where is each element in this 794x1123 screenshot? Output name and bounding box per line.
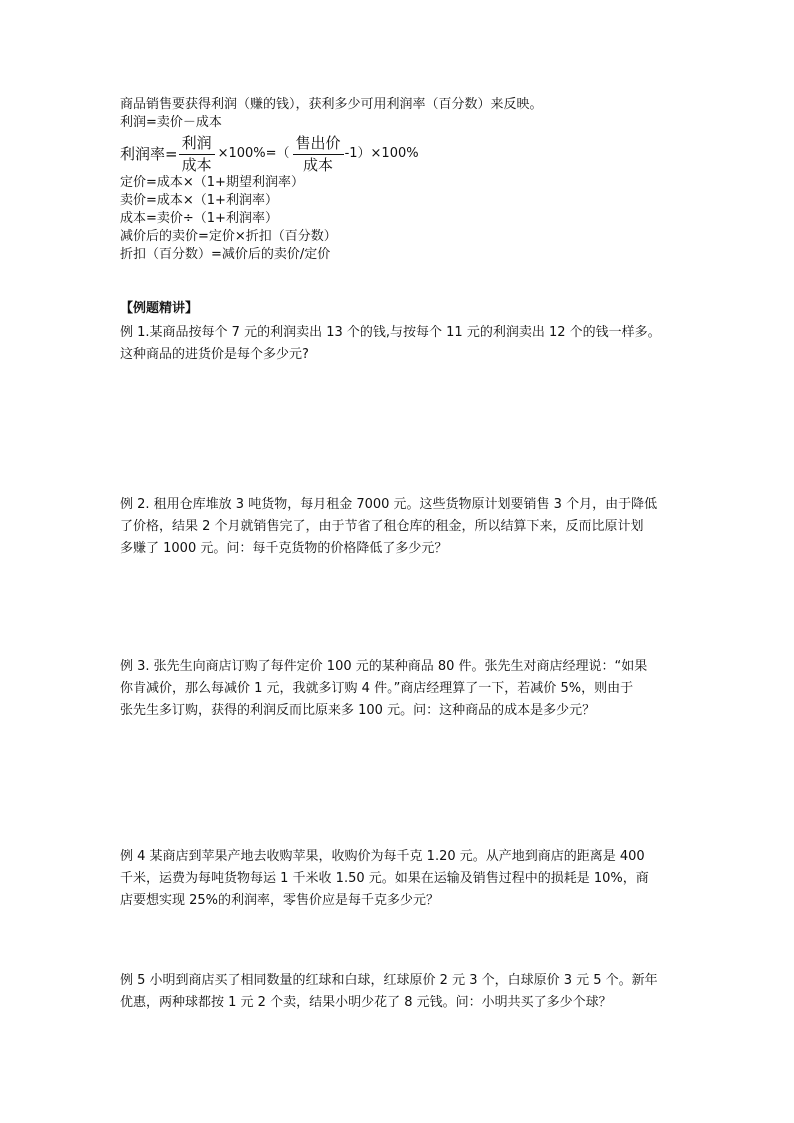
profit-rate-formula — [120, 134, 680, 174]
fraction-numerator: 利润 — [179, 135, 215, 155]
example-line: 优惠，两种球都按 1 元 2 个卖，结果小明少花了 8 元钱。问：小明共买了多少个球？ — [120, 995, 612, 1010]
example-line: 这种商品的进货价是每个多少元? — [120, 347, 309, 362]
example-line: 例 2. 租用仓库堆放 3 吨货物，每月租金 7000 元。这些货物原计划要销售 3 个月，由于降低 — [120, 497, 658, 512]
fraction-price-over-cost — [293, 135, 344, 174]
example-5 — [120, 970, 680, 1014]
example-line: 千米，运费为每吨货物每运 1 千米收 1.50 元。如果在运输及销售过程中的损耗是 10%，商 — [120, 871, 649, 886]
fraction-denominator: 成本 — [181, 155, 212, 174]
example-line: 张先生多订购，获得的利润反而比原来多 100 元。问：这种商品的成本是多少元？ — [120, 703, 596, 718]
rule-line: 成本=卖价÷（1+利润率） — [120, 211, 278, 226]
section-heading: 【例题精讲】 — [120, 301, 199, 316]
rule-line: 折扣（百分数）=减价后的卖价/定价 — [120, 247, 331, 262]
rule-line: 卖价=成本×（1+利润率） — [120, 193, 278, 208]
formula-lead: 利润率= — [120, 145, 178, 163]
example-line: 你肯减价，那么每减价 1 元，我就多订购 4 件。”商店经理算了一下，若减价 5%，则由于 — [120, 681, 634, 696]
example-line: 例 5 小明到商店买了相同数量的红球和白球，红球原价 2 元 3 个，白球原价 3 元 5 个。新年 — [120, 973, 658, 988]
formula-tail: -1）×100% — [344, 146, 419, 161]
rule-line: 减价后的卖价=定价×折扣（百分数） — [120, 229, 337, 244]
profit-formula: 利润=卖价－成本 — [120, 115, 222, 130]
example-line: 例 3. 张先生向商店订购了每件定价 100 元的某种商品 80 件。张先生对商店经理说：“如果 — [120, 659, 648, 674]
example-1 — [120, 322, 680, 366]
fraction-denominator: 成本 — [303, 155, 334, 174]
intro-line: 商品销售要获得利润（赚的钱），获利多少可用利润率（百分数）来反映。 — [120, 97, 543, 112]
example-line: 了价格，结果 2 个月就销售完了，由于节省了租仓库的租金，所以结算下来，反而比原计划 — [120, 519, 644, 534]
formula-middle: ×100%=（ — [217, 146, 290, 161]
fraction-numerator: 售出价 — [293, 135, 344, 155]
example-2 — [120, 494, 680, 560]
rule-line: 定价=成本×（1+期望利润率） — [120, 175, 304, 190]
fraction-profit-over-cost — [179, 135, 215, 174]
example-line: 例 4 某商店到苹果产地去收购苹果，收购价为每千克 1.20 元。从产地到商店的距离是 400 — [120, 849, 645, 864]
example-line: 多赚了 1000 元。问：每千克货物的价格降低了多少元？ — [120, 541, 448, 556]
example-line: 店要想实现 25%的利润率，零售价应是每千克多少元？ — [120, 893, 440, 908]
example-4 — [120, 846, 680, 912]
example-line: 例 1.某商品按每个 7 元的利润卖出 13 个的钱,与按每个 11 元的利润卖出 12 个的钱一样多。 — [120, 325, 661, 340]
example-3 — [120, 656, 680, 722]
intro-section — [120, 96, 680, 264]
